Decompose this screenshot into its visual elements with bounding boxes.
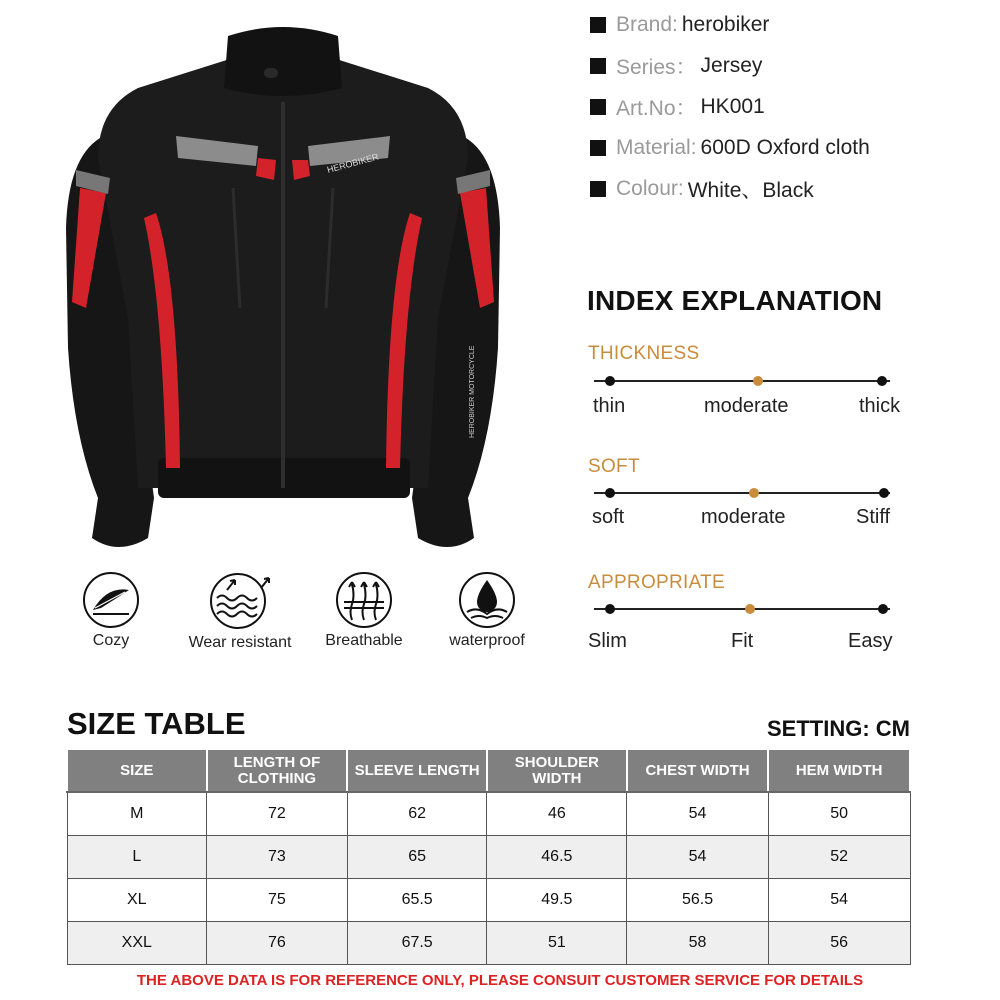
- bullet-square-icon: [590, 99, 606, 115]
- table-cell: XL: [67, 878, 207, 921]
- table-row: [67, 921, 910, 964]
- index-label-right: Stiff: [856, 506, 891, 528]
- index-label-mid: moderate: [701, 506, 786, 528]
- feather-icon: [81, 570, 141, 630]
- scale-dot-right: [879, 488, 889, 498]
- table-cell: 54: [768, 878, 910, 921]
- table-row: [67, 835, 910, 878]
- table-cell: 58: [627, 921, 769, 964]
- table-header-row: [67, 749, 910, 792]
- table-cell: 73: [207, 835, 348, 878]
- index-scale: [588, 596, 918, 620]
- table-cell: 54: [627, 835, 769, 878]
- feature-waterproof: [422, 570, 552, 660]
- feature-breathable: [299, 570, 429, 660]
- scale-dot-right: [877, 376, 887, 386]
- spec-series: [590, 45, 990, 86]
- table-cell: 49.5: [487, 878, 627, 921]
- table-cell: 52: [768, 835, 910, 878]
- spec-label: Material:: [616, 135, 697, 159]
- table-cell: 72: [207, 792, 348, 835]
- table-cell: 75: [207, 878, 348, 921]
- scale-dot-left: [605, 376, 615, 386]
- jacket-chest-logo: HEROBIKER: [325, 151, 380, 175]
- size-table: [66, 748, 911, 965]
- spec-value: HK001: [700, 94, 765, 118]
- scale-dot-mid: [745, 604, 755, 614]
- index-label-mid: moderate: [704, 395, 789, 417]
- scale-dot-left: [605, 488, 615, 498]
- index-label-left: thin: [593, 395, 626, 417]
- jacket-image: [28, 18, 538, 558]
- water-drop-icon: [457, 570, 517, 630]
- bullet-square-icon: [590, 58, 606, 74]
- spec-material: [590, 127, 990, 168]
- column-header: SIZE: [67, 749, 207, 792]
- index-label-right: Easy: [848, 630, 893, 652]
- feature-label: Wear resistant: [188, 634, 292, 651]
- index-label-right: thick: [859, 395, 901, 417]
- index-heading: APPROPRIATE: [588, 572, 726, 593]
- index-thickness: [588, 343, 918, 433]
- size-table-title: SIZE TABLE: [67, 706, 246, 741]
- reference-note: THE ABOVE DATA IS FOR REFERENCE ONLY, PLEASE CONSUIT CUSTOMER SERVICE FOR DETAILS: [136, 972, 864, 989]
- scale-dot-right: [878, 604, 888, 614]
- index-scale: [588, 480, 918, 504]
- table-cell: 76: [207, 921, 348, 964]
- spec-label: Colour:: [616, 176, 684, 200]
- index-heading: SOFT: [588, 456, 640, 477]
- column-header: LENGTH OF CLOTHING: [207, 749, 348, 792]
- column-header: CHEST WIDTH: [627, 749, 769, 792]
- table-cell: XXL: [67, 921, 207, 964]
- table-cell: 46.5: [487, 835, 627, 878]
- feature-label: Cozy: [92, 632, 130, 649]
- table-row: [67, 878, 910, 921]
- scale-dot-left: [605, 604, 615, 614]
- table-row: [67, 792, 910, 835]
- spec-list: [590, 4, 990, 209]
- feature-label: waterproof: [449, 632, 525, 649]
- unit-setting: SETTING: CM: [767, 716, 910, 741]
- wave-arrows-icon: [205, 570, 275, 632]
- spec-value: White、Black: [687, 178, 814, 202]
- spec-colour: [590, 168, 990, 209]
- table-cell: 65: [347, 835, 487, 878]
- table-cell: 56: [768, 921, 910, 964]
- table-cell: M: [67, 792, 207, 835]
- index-soft: [588, 456, 918, 546]
- bullet-square-icon: [590, 140, 606, 156]
- jacket-sleeve-logo: HEROBIKER MOTORCYCLE: [469, 345, 476, 438]
- feature-label: Breathable: [325, 632, 403, 649]
- breathable-arrows-icon: [334, 570, 394, 630]
- feature-wear-resistant: [175, 570, 305, 660]
- table-cell: 50: [768, 792, 910, 835]
- spec-art-no: [590, 86, 990, 127]
- bullet-square-icon: [590, 181, 606, 197]
- table-cell: 56.5: [627, 878, 769, 921]
- spec-label: Art.No：: [616, 96, 697, 120]
- feature-cozy: [46, 570, 176, 660]
- spec-value: herobiker: [681, 12, 770, 36]
- table-cell: 51: [487, 921, 627, 964]
- column-header: HEM WIDTH: [768, 749, 910, 792]
- spec-value: 600D Oxford cloth: [700, 135, 870, 159]
- table-cell: 62: [347, 792, 487, 835]
- spec-brand: [590, 4, 990, 45]
- table-cell: 46: [487, 792, 627, 835]
- index-appropriate: [588, 572, 918, 662]
- scale-dot-mid: [749, 488, 759, 498]
- table-cell: 54: [627, 792, 769, 835]
- column-header: SLEEVE LENGTH: [347, 749, 487, 792]
- index-heading: THICKNESS: [588, 343, 700, 364]
- spec-value: Jersey: [700, 53, 763, 77]
- table-cell: L: [67, 835, 207, 878]
- table-cell: 67.5: [347, 921, 487, 964]
- spec-label: Series：: [616, 55, 697, 79]
- index-title: INDEX EXPLANATION: [587, 285, 883, 316]
- index-scale: [588, 367, 918, 391]
- index-label-mid: Fit: [731, 630, 754, 652]
- index-label-left: Slim: [588, 630, 627, 652]
- table-cell: 65.5: [347, 878, 487, 921]
- index-label-left: soft: [592, 506, 625, 528]
- column-header: SHOULDER WIDTH: [487, 749, 627, 792]
- bullet-square-icon: [590, 17, 606, 33]
- spec-label: Brand:: [616, 12, 678, 36]
- scale-dot-mid: [753, 376, 763, 386]
